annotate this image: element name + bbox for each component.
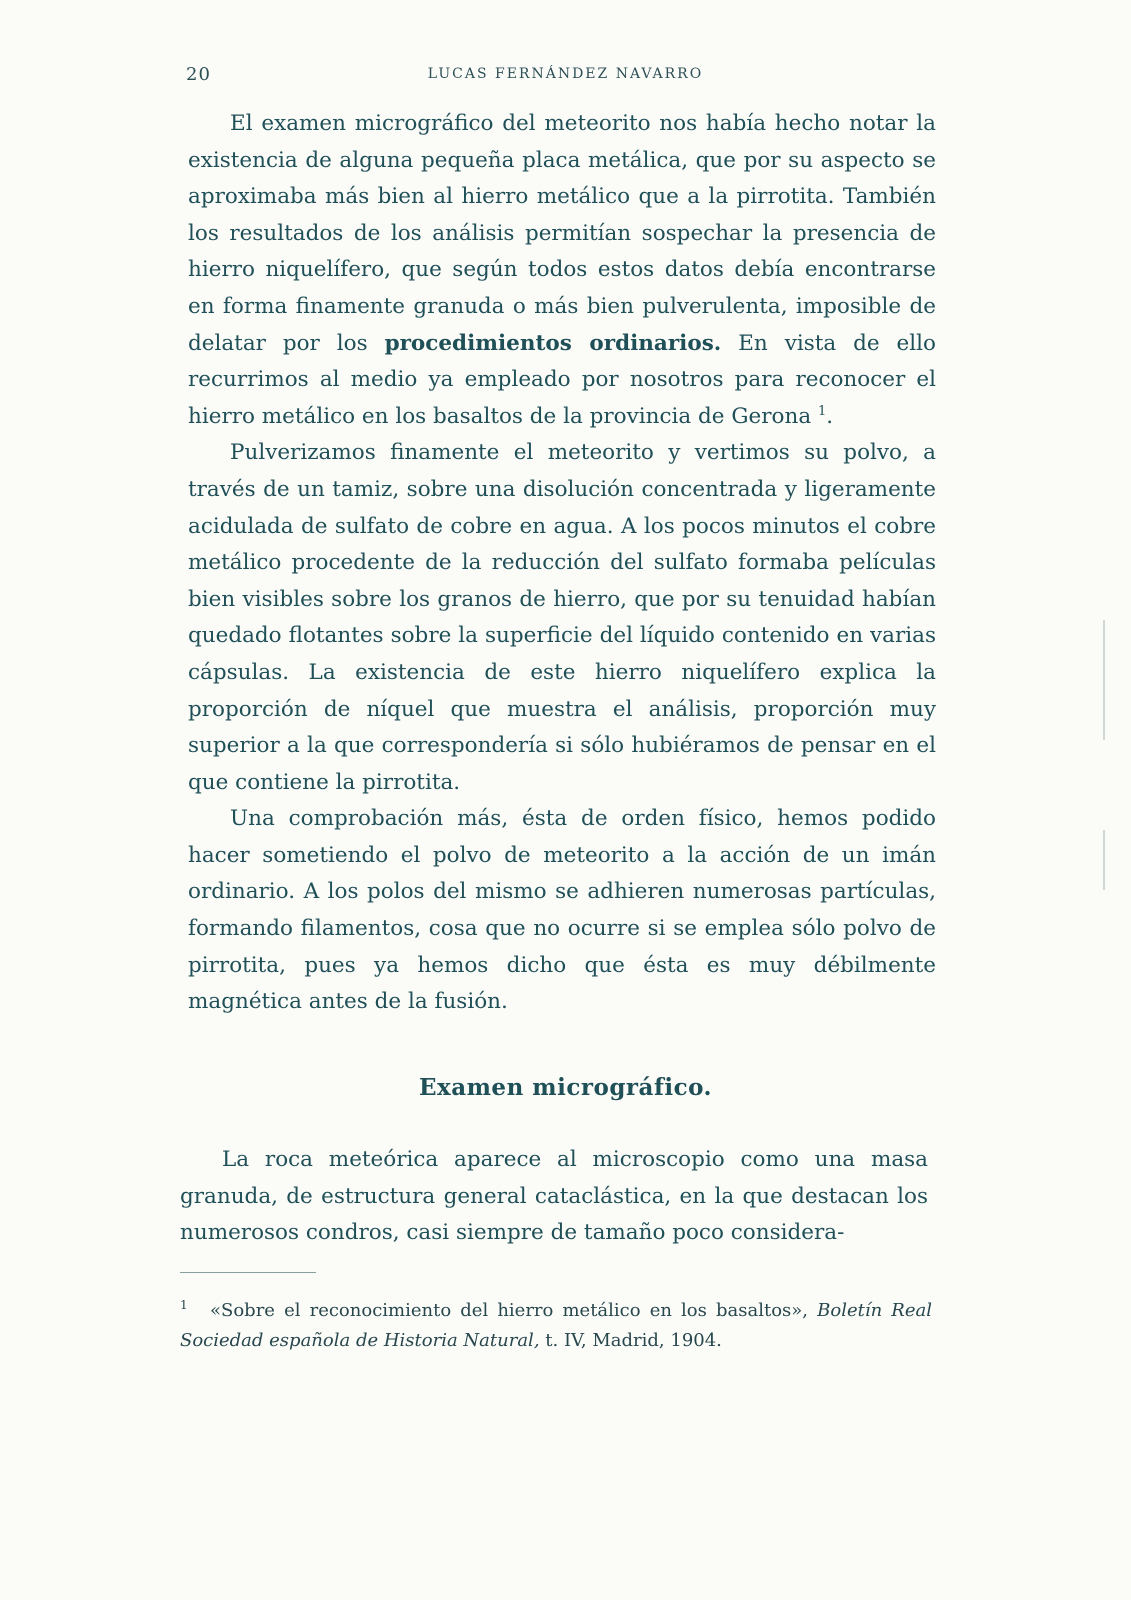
paragraph-2: Pulverizamos finamente el meteorito y vertimos su polvo, a través de un tamiz, sobre una disolución concentrada y ligeramente acidulada de sulfato de cobre en agua. A los pocos minutos el cobre metálico procedente de la reducción del sulfato formaba películas bien visibles sobre los granos de hierro, que por su tenuidad habían quedado flotantes sobre la superficie del líquido contenido en varias cápsulas. La existencia de este hierro niquelífero explica la proporción de níquel que muestra el análisis, proporción muy superior a la que correspondería si sólo hubiéramos de pensar en el que contiene la pirrotita. [188,440,936,795]
section-paragraph: La roca meteórica aparece al microscopio como una masa granuda, de estructura general cataclástica, en la que destacan los numerosos condros, casi siempre de tamaño poco considera- [180,1147,928,1246]
paragraph-1-end: . [826,403,834,429]
paragraph-1-emphasis: procedimientos ordinarios. [384,330,722,356]
body-text [188,106,936,1021]
footnote-reference[interactable]: 1 [818,403,827,419]
page-number: 20 [186,64,211,85]
footnote: 1 «Sobre el reconocimiento del hierro metálico en los basaltos», Boletín Real Sociedad española de Historia Natural, t. IV, Madrid, 1904. [180,1298,932,1351]
scan-margin-mark [1103,620,1105,740]
scan-margin-mark [1103,830,1105,890]
paragraph-1-text-a: El examen micrográfico del meteorito nos había hecho notar la existencia de alguna pequeña placa metálica, que por su aspecto se aproximaba más bien al hierro metálico que a la pirrotita. También los resultados de los análisis permitían sospechar la presencia de hierro niquelífero, que según todos estos datos debía encontrarse en forma finamente granuda o más bien pulverulenta, imposible de delatar por los [188,111,936,356]
footnote-journal: Boletín Real Sociedad española de Historia Natural, [180,1300,932,1351]
paragraph-3: Una comprobación más, ésta de orden físico, hemos podido hacer sometiendo el polvo de meteorito a la acción de un imán ordinario. A los polos del mismo se adhieren numerosas partículas, formando filamentos, cosa que no ocurre si se emplea sólo polvo de pirrotita, pues ya hemos dicho que ésta es muy débilmente magnética antes de la fusión. [188,806,936,1015]
footnote-citation-end: t. IV, Madrid, 1904. [539,1330,722,1351]
paragraph-1 [188,106,936,435]
paragraph-1-text-b: En vista de ello recurrimos al medio ya empleado por nosotros para reconocer el hierro metálico en los basaltos de la provincia de Gerona [188,330,936,429]
footnote-divider [180,1272,316,1273]
section-heading: Examen micrográfico. [418,1074,713,1101]
running-head: LUCAS FERNÁNDEZ NAVARRO [427,66,704,82]
footnote-text: «Sobre el reconocimiento del hierro metálico en los basaltos», [210,1300,818,1321]
section-body [180,1142,928,1252]
